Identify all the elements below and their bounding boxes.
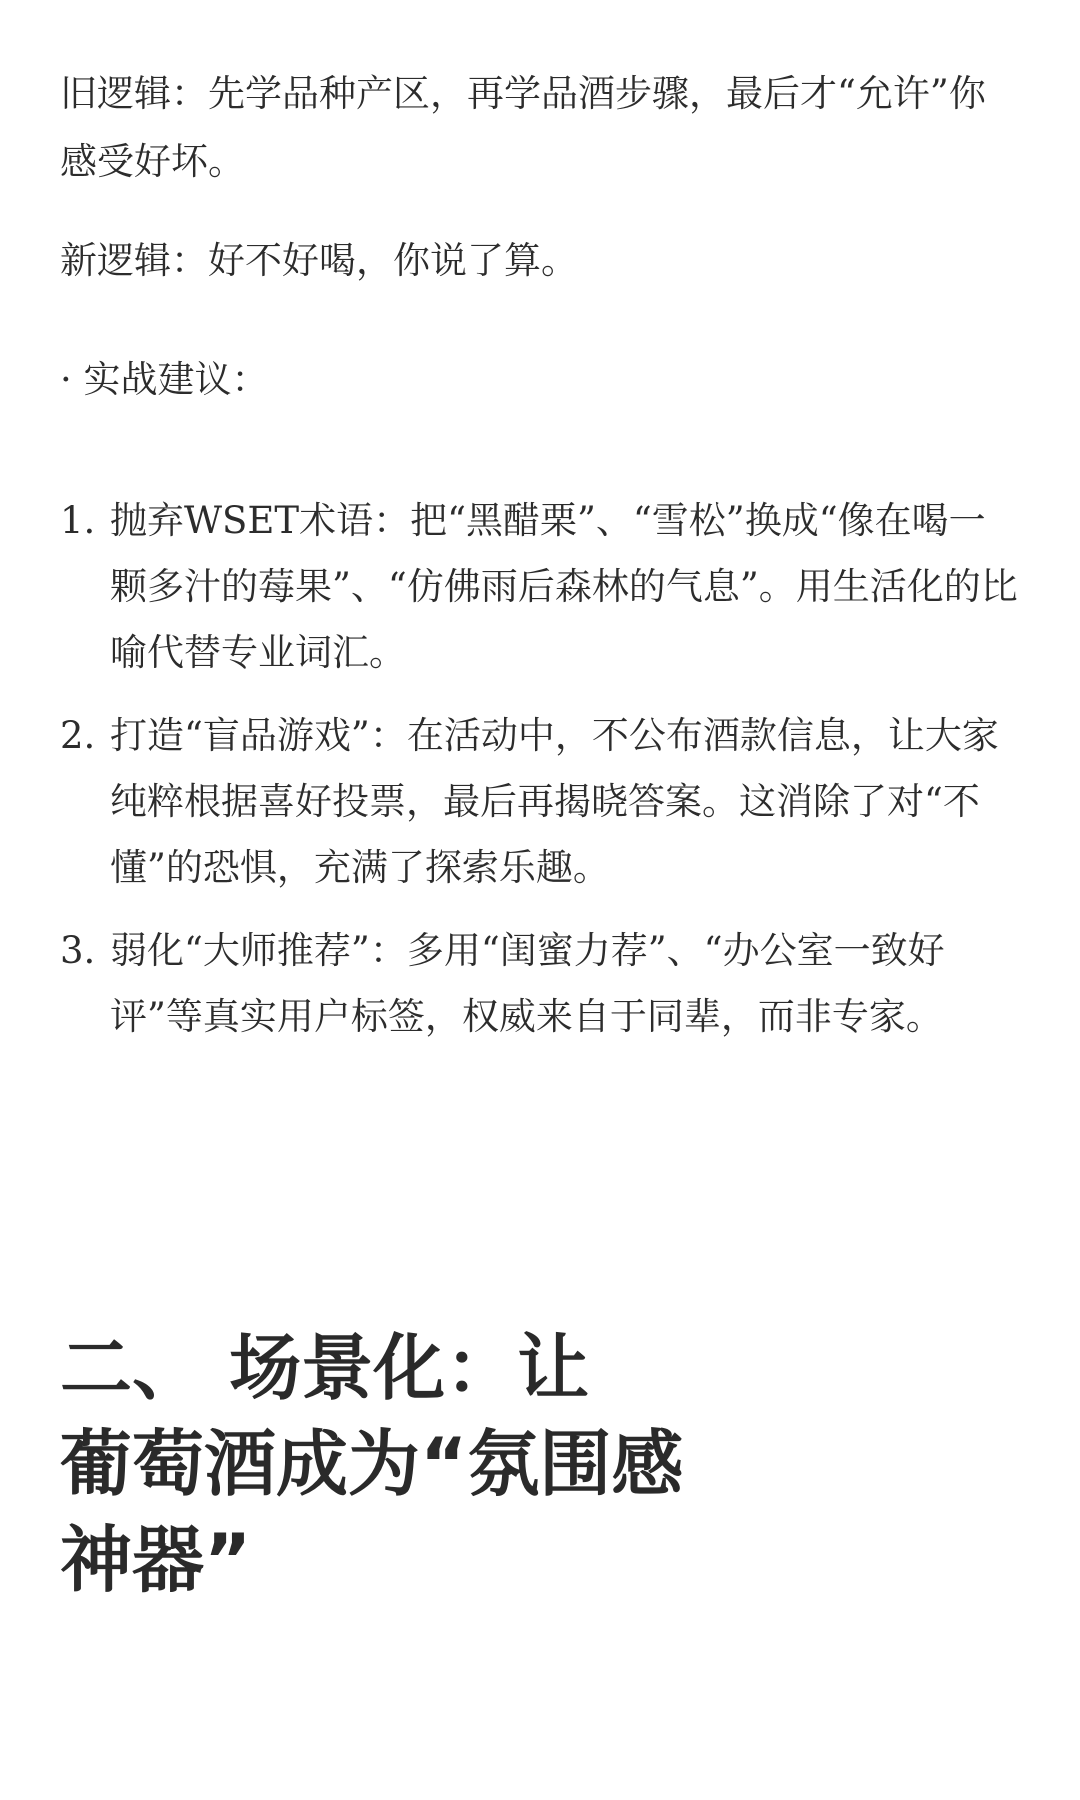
- list-number: 1.: [60, 499, 96, 542]
- tips-list: [60, 488, 1020, 1067]
- tips-label: · 实战建议：: [60, 358, 269, 401]
- list-item: [60, 488, 1020, 686]
- list-item-text: 抛弃WSET术语：把“黑醋栗”、“雪松”换成“像在喝一颗多汁的莓果”、“仿佛雨后森林的气息”。用生活化的比喻代替专业词汇。: [110, 499, 1018, 674]
- heading-line: 神器”: [60, 1518, 252, 1602]
- heading-line: 葡萄酒成为“氛围感: [60, 1422, 684, 1506]
- list-number: 2.: [60, 714, 96, 757]
- list-item-text: 打造“盲品游戏”：在活动中，不公布酒款信息，让大家纯粹根据喜好投票，最后再揭晓答案。这消除了对“不懂”的恐惧，充满了探索乐趣。: [110, 714, 999, 889]
- heading-line: 二、 场景化：让: [60, 1326, 590, 1410]
- section-heading: [60, 1320, 820, 1608]
- paragraph-old-logic: 旧逻辑：先学品种产区，再学品酒步骤，最后才“允许”你感受好坏。: [60, 72, 986, 183]
- paragraph-new-logic: 新逻辑：好不好喝，你说了算。: [60, 239, 578, 282]
- list-item: [60, 918, 1020, 1050]
- list-item-text: 弱化“大师推荐”：多用“闺蜜力荐”、“办公室一致好评”等真实用户标签，权威来自于同辈，而非专家。: [110, 929, 945, 1038]
- list-item: [60, 703, 1020, 901]
- list-number: 3.: [60, 929, 96, 972]
